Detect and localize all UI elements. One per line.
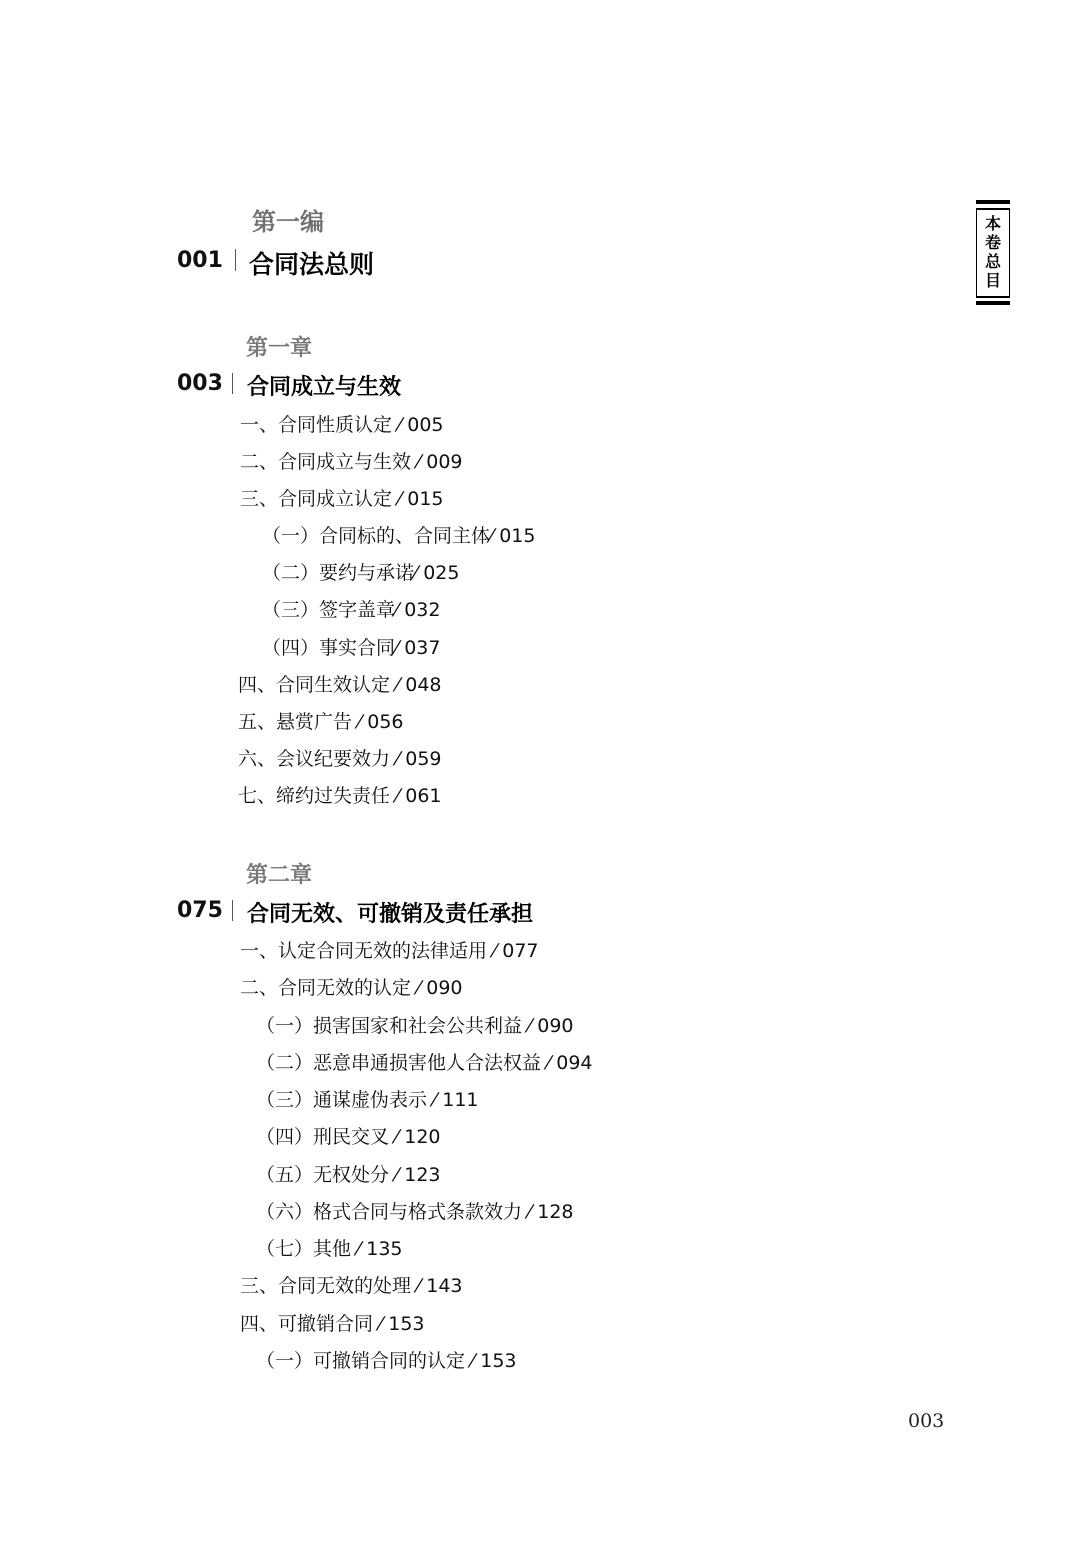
toc-subentry: （三）通谋虚伪表示 ⁄ 111 [256, 1089, 479, 1111]
toc-subentry: （二）恶意串通损害他人合法权益 ⁄ 094 [256, 1052, 593, 1074]
toc-subentry: （一）损害国家和社会公共利益 ⁄ 090 [256, 1015, 574, 1037]
chapter-divider [232, 373, 233, 394]
part-title: 合同法总则 [249, 250, 375, 279]
toc-subentry: （五）无权处分 ⁄ 123 [256, 1164, 441, 1186]
toc-entry: 三、合同无效的处理 ⁄ 143 [240, 1275, 463, 1297]
chapter-label: 第二章 [246, 863, 313, 888]
toc-subentry: （三）签字盖章⁄ 032 [262, 599, 441, 621]
tab-label [981, 214, 1005, 290]
tab-top-thin-bar [976, 208, 1010, 210]
toc-entry: 一、合同性质认定 ⁄ 005 [240, 414, 444, 436]
tab-left-line [976, 210, 977, 296]
toc-subentry: （四）事实合同⁄ 037 [262, 637, 441, 659]
chapter-divider [232, 900, 233, 921]
tab-char: 卷 [984, 233, 1001, 252]
tab-right-line [1009, 210, 1010, 296]
chapter-title: 合同无效、可撤销及责任承担 [247, 902, 534, 927]
toc-subentry: （六）格式合同与格式条款效力 ⁄ 128 [256, 1201, 574, 1223]
tab-char: 总 [984, 252, 1001, 271]
page-number: 003 [908, 1410, 945, 1432]
toc-entry: 七、缔约过失责任 ⁄ 061 [238, 785, 442, 807]
toc-entry: 四、可撤销合同 ⁄ 153 [240, 1313, 425, 1335]
tab-bottom-thin-bar [976, 296, 1010, 298]
tab-top-bar [976, 200, 1010, 204]
toc-entry: 四、合同生效认定 ⁄ 048 [238, 674, 442, 696]
part-divider [235, 249, 236, 271]
toc-entry: 一、认定合同无效的法律适用 ⁄ 077 [240, 940, 539, 962]
tab-char: 本 [984, 214, 1001, 233]
part-number: 001 [177, 248, 223, 273]
toc-subentry: （一）合同标的、合同主体⁄ 015 [262, 525, 536, 547]
chapter-label: 第一章 [246, 336, 313, 361]
toc-subentry: （七）其他 ⁄ 135 [256, 1238, 403, 1260]
part-label: 第一编 [252, 208, 324, 236]
toc-entry: 五、悬赏广告 ⁄ 056 [238, 711, 404, 733]
toc-entry: 三、合同成立认定 ⁄ 015 [240, 488, 444, 510]
toc-subentry: （一）可撤销合同的认定 ⁄ 153 [256, 1350, 517, 1372]
tab-bottom-bar [976, 301, 1010, 305]
toc-subentry: （四）刑民交叉 ⁄ 120 [256, 1126, 441, 1148]
toc-entry: 二、合同无效的认定 ⁄ 090 [240, 977, 463, 999]
chapter-number: 075 [177, 898, 223, 923]
toc-entry: 六、会议纪要效力 ⁄ 059 [238, 748, 442, 770]
toc-entry: 二、合同成立与生效 ⁄ 009 [240, 451, 463, 473]
tab-char: 目 [984, 271, 1001, 290]
toc-subentry: （二）要约与承诺⁄ 025 [262, 562, 460, 584]
volume-index-tab [976, 200, 1010, 306]
chapter-number: 003 [177, 371, 223, 396]
chapter-title: 合同成立与生效 [247, 375, 402, 400]
